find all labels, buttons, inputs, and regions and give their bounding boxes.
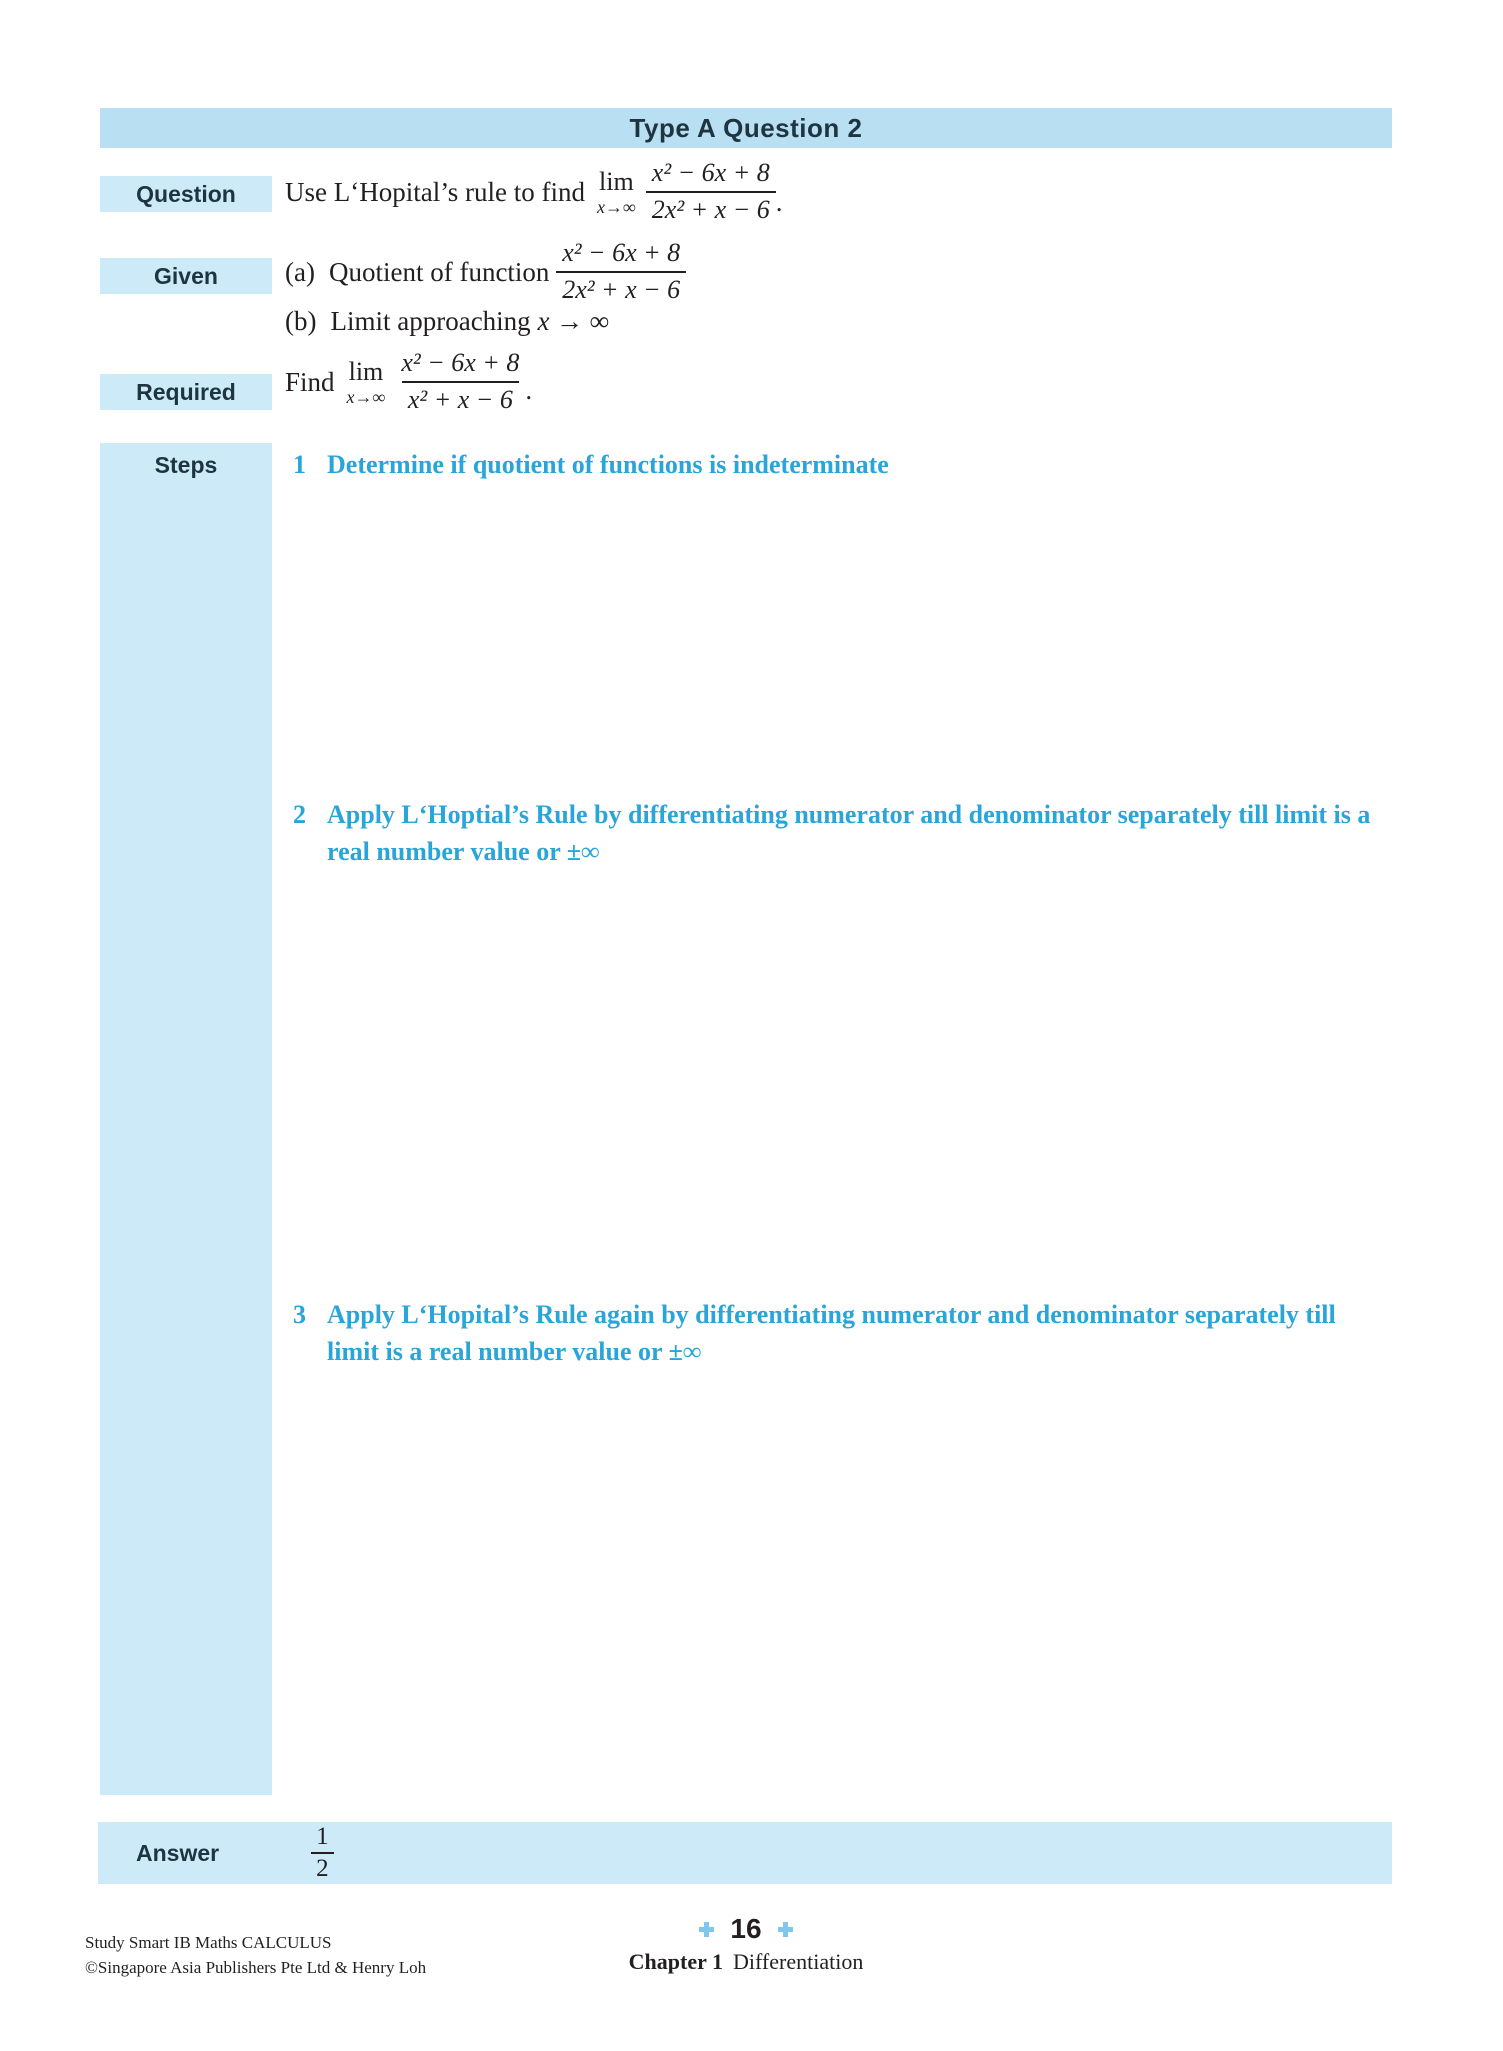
section-header-banner (100, 108, 1392, 148)
question-statement (285, 160, 783, 224)
question-fraction: $\frac{\text{x² − 6x + 8}}{\text{2x² + x − 6}}$ (646, 159, 776, 224)
required-text: Find (285, 366, 335, 397)
question-text: Use L‘Hopital’s rule to find (285, 176, 585, 207)
answer-fraction: $\frac{1}{2}$ (311, 1824, 334, 1883)
chapter-heading (100, 1949, 1392, 1975)
item-tag: (b) (285, 305, 317, 336)
step-text: Apply L‘Hoptial’s Rule by differentiating numerator and denominator separately till limit is a real number value or ±∞ (327, 800, 1371, 866)
item-tag: (a) (285, 256, 315, 287)
period: . (775, 187, 783, 217)
footer-center (100, 1912, 1392, 1975)
limit-operator: lim x→∞ (346, 356, 386, 407)
step-number: 2 (293, 800, 306, 829)
required-label: Required (100, 374, 272, 410)
step-item-3 (293, 1296, 1393, 1370)
page-number: 16 (730, 1913, 762, 1944)
chapter-label: Chapter 1 (628, 1949, 723, 1974)
page-ornament-icon (699, 1922, 714, 1937)
step-item-1 (293, 446, 1393, 483)
steps-label: Steps (154, 452, 218, 478)
footer-copyright: ©Singapore Asia Publishers Pte Ltd & Henry Loh (85, 1958, 427, 1977)
answer-banner (98, 1822, 1392, 1884)
step-number: 3 (293, 1300, 306, 1329)
required-fraction: $\frac{\text{x² − 6x + 8}}{\text{x² + x − 6}}$ (401, 348, 520, 414)
given-b-expression: x → ∞ (537, 305, 610, 336)
given-label: Given (100, 258, 272, 294)
footer-book-title: Study Smart IB Maths CALCULUS (85, 1933, 332, 1952)
chapter-title: Differentiation (733, 1949, 864, 1974)
period: . (525, 375, 533, 405)
question-label: Question (100, 176, 272, 212)
answer-label: Answer (136, 1839, 220, 1866)
given-a-fraction: $\frac{\text{x² − 6x + 8}}{\text{2x² + x − 6}}$ (556, 239, 686, 304)
given-a-text: Quotient of function (328, 256, 557, 287)
given-b-text: Limit approaching (330, 305, 538, 336)
page-ornament-icon (778, 1922, 793, 1937)
given-item-a (285, 238, 686, 306)
page-number-row (100, 1912, 1392, 1946)
given-item-b (285, 303, 609, 339)
page-title: Type A Question 2 (629, 112, 863, 143)
step-text: Apply L‘Hopital’s Rule again by differentiating numerator and denominator separately till limit is a real number value or ±∞ (327, 1300, 1336, 1366)
step-number: 1 (293, 450, 306, 479)
limit-operator: lim x→∞ (596, 166, 636, 217)
step-item-2 (293, 796, 1393, 870)
step-text: Determine if quotient of functions is indeterminate (327, 450, 889, 479)
required-statement (285, 348, 533, 414)
steps-sidebar (100, 443, 272, 1795)
